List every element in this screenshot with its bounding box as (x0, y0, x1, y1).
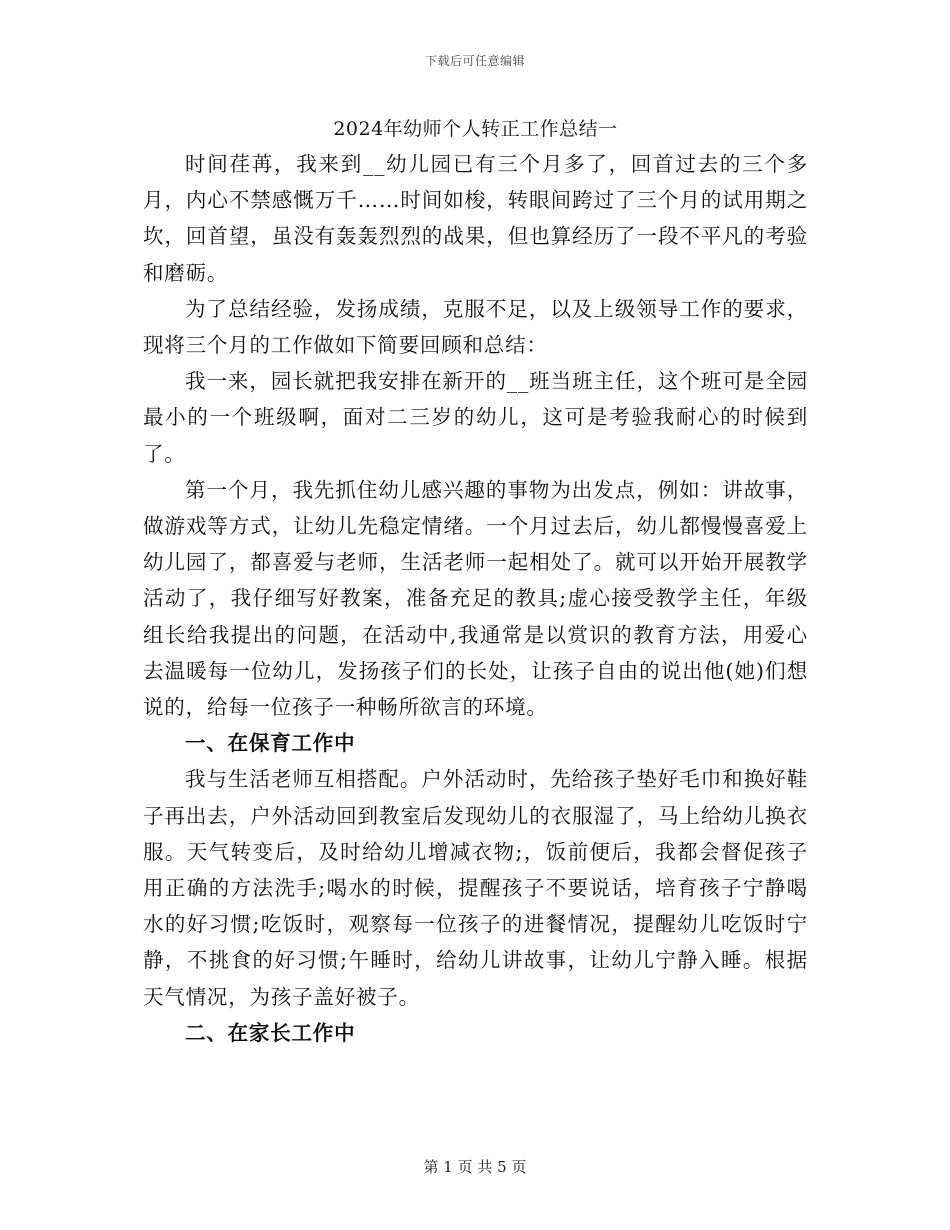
header-note: 下载后可任意编辑 (424, 54, 525, 68)
document-title: 2024年幼师个人转正工作总结一 (333, 118, 618, 140)
section-heading-care: 一、在保育工作中 (185, 731, 356, 756)
section-heading-parents: 二、在家长工作中 (185, 1020, 356, 1045)
paragraph-first-month: 第一个月，我先抓住幼儿感兴趣的事物为出发点，例如：讲故事，做游戏等方式，让幼儿先稳定情绪。一个月过去后，幼儿都慢慢喜爱上幼儿园了，都喜爱与老师，生活老师一起相处了。就可以开始开展教学活动了，我仔细写好教案，准备充足的教具;虚心接受教学主任，年级组长给我提出的问题，在活动中,我通常是以赏识的教育方法，用爱心去温暖每一位幼儿，发扬孩子们的长处，让孩子自由的说出他(她)们想说的，给每一位孩子一种畅所欲言的环境。 (143, 477, 808, 720)
document-body (143, 112, 808, 1051)
paragraph-intro: 时间荏苒，我来到__幼儿园已有三个月多了，回首过去的三个多月，内心不禁感慨万千……时间如梭，转眼间跨过了三个月的试用期之坎，回首望，虽没有轰轰烈烈的战果，但也算经历了一段不平凡的考验和磨砺。 (143, 152, 808, 285)
paragraph-purpose: 为了总结经验，发扬成绩，克服不足，以及上级领导工作的要求，现将三个月的工作做如下简要回顾和总结： (143, 296, 808, 358)
page-footer: 第 1 页 共 5 页 (423, 1158, 527, 1176)
paragraph-care-work: 我与生活老师互相搭配。户外活动时，先给孩子垫好毛巾和换好鞋子再出去，户外活动回到教室后发现幼儿的衣服湿了，马上给幼儿换衣服。天气转变后，及时给幼儿增减衣物;，饭前便后，我都会督促孩子用正确的方法洗手;喝水的时候，提醒孩子不要说话，培育孩子宁静喝水的好习惯;吃饭时，观察每一位孩子的进餐情况，提醒幼儿吃饭时宁静，不挑食的好习惯;午睡时，给幼儿讲故事，让幼儿宁静入睡。根据天气情况，为孩子盖好被子。 (143, 767, 808, 1009)
paragraph-class-assignment: 我一来，园长就把我安排在新开的__班当班主任，这个班可是全园最小的一个班级啊，面对二三岁的幼儿，这可是考验我耐心的时候到了。 (143, 369, 808, 466)
